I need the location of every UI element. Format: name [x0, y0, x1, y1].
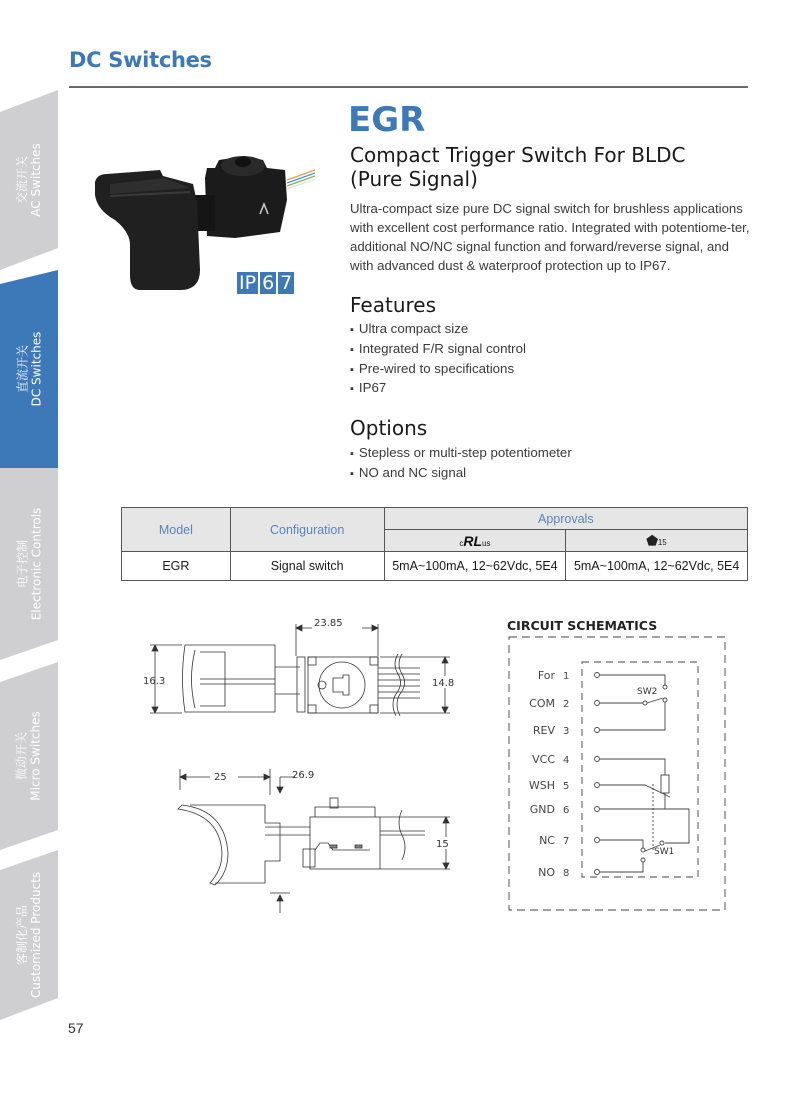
schematic-terminal	[595, 807, 600, 812]
schematic-pin-number: 3	[563, 726, 570, 737]
side-tab-electronic-controls[interactable]	[0, 468, 58, 660]
header-configuration: Configuration	[230, 508, 384, 552]
tab-label-cn: 交流开关	[15, 156, 29, 205]
cell-model: EGR	[122, 552, 231, 581]
tab-label-en: Micro Switches	[29, 711, 44, 801]
schematic-pin-label: For	[537, 669, 555, 682]
schematic-terminal	[595, 783, 600, 788]
subtitle-line: (Pure Signal)	[350, 167, 478, 191]
schematic-pin-number: 1	[563, 671, 570, 682]
spec-table	[121, 507, 748, 581]
enec-mark-icon: ⬟15	[646, 532, 667, 548]
side-tab-ac-switches[interactable]	[0, 90, 58, 270]
schematic-pin-label: COM	[529, 697, 555, 710]
tab-label-en: DC Switches	[29, 331, 43, 407]
tab-label-cn: 电子控制	[15, 540, 29, 589]
schematic-pin-label: NC	[539, 834, 555, 847]
product-description: Ultra-compact size pure DC signal switch for brushless applications with excellent cost performance ratio. Integrated with potentiome-ter, additional NO/NC signal function and forward/reverse signal, and with advanced dust & waterproof protection up to IP67.	[350, 201, 750, 273]
header-model: Model	[122, 508, 231, 552]
features-heading: Features	[350, 293, 436, 317]
ul-mark-icon: cRLus	[459, 532, 491, 549]
options-list	[350, 444, 572, 484]
schematic-terminal	[595, 701, 600, 706]
page-number: 57	[68, 1020, 84, 1036]
dim-side-width: 25	[214, 772, 227, 783]
header-divider	[69, 86, 748, 88]
feature-item: ▪ IP67	[350, 379, 526, 399]
ip-badge-part: IP	[239, 272, 257, 294]
feature-item: ▪ Ultra compact size	[350, 320, 526, 340]
side-tab-customized-products[interactable]	[0, 850, 58, 1020]
circuit-schematic	[505, 634, 730, 914]
schematic-terminal	[595, 673, 600, 678]
schematic-terminal	[595, 870, 600, 875]
option-item: ▪ NO and NC signal	[350, 464, 572, 484]
cell-approval-enec: 5mA~100mA, 12~62Vdc, 5E4	[566, 552, 748, 581]
table-row	[122, 552, 748, 581]
schematic-pin-label: VCC	[532, 753, 555, 766]
dim-travel: 26.9	[292, 770, 315, 781]
schematic-terminal	[595, 728, 600, 733]
tab-label-cn: 客制化产品	[15, 904, 30, 966]
tab-label-en: Electronic Controls	[29, 507, 43, 621]
schematic-pin-number: 7	[563, 836, 570, 847]
schematic-title: CIRCUIT SCHEMATICS	[507, 618, 658, 633]
dim-height-right: 14.8	[432, 678, 455, 689]
tab-label-cn: 微动开关	[15, 731, 30, 781]
schematic-pin-number: 8	[563, 868, 570, 879]
enec-mark-cell	[566, 530, 748, 552]
dim-height-left: 16.3	[143, 676, 166, 687]
side-tab-dc-switches[interactable]	[0, 270, 58, 468]
schematic-pin-number: 5	[563, 781, 570, 792]
schematic-terminal	[595, 838, 600, 843]
model-name: EGR	[348, 100, 426, 140]
header-approvals: Approvals	[384, 508, 747, 530]
dim-top-width: 23.85	[314, 618, 343, 629]
schematic-terminal	[595, 757, 600, 762]
subtitle-line: Compact Trigger Switch For BLDC	[350, 143, 686, 167]
ip-badge-part: 6	[262, 272, 275, 294]
product-subtitle	[350, 143, 730, 191]
schematic-pin-label: NO	[538, 866, 555, 879]
schematic-pin-label: WSH	[528, 779, 555, 792]
side-tab-micro-switches[interactable]	[0, 662, 58, 850]
schematic-pin-label: GND	[529, 803, 555, 816]
schematic-pin-number: 2	[563, 699, 570, 710]
schematic-pin-number: 4	[563, 755, 570, 766]
schematic-pin-label: REV	[532, 724, 555, 737]
ul-mark-cell	[384, 530, 566, 552]
top-view-drawing	[140, 612, 470, 727]
ip-badge-part: 7	[280, 272, 293, 294]
tab-label-en: AC Switches	[29, 143, 43, 217]
dim-side-height: 15	[436, 839, 449, 850]
feature-item: ▪ Integrated F/R signal control	[350, 340, 526, 360]
cell-configuration: Signal switch	[230, 552, 384, 581]
sw2-label: SW2	[637, 687, 658, 697]
sw1-label: SW1	[654, 847, 675, 857]
tab-label-cn: 直流开关	[15, 345, 29, 394]
features-list	[350, 320, 526, 399]
schematic-pin-number: 6	[563, 805, 570, 816]
feature-item: ▪ Pre-wired to specifications	[350, 360, 526, 380]
section-title: DC Switches	[69, 48, 212, 72]
tab-label-en: Customized Products	[29, 871, 44, 999]
ip67-badge	[237, 272, 294, 294]
option-item: ▪ Stepless or multi-step potentiometer	[350, 444, 572, 464]
options-heading: Options	[350, 416, 428, 440]
cell-approval-ul: 5mA~100mA, 12~62Vdc, 5E4	[384, 552, 566, 581]
side-view-drawing	[170, 765, 470, 915]
